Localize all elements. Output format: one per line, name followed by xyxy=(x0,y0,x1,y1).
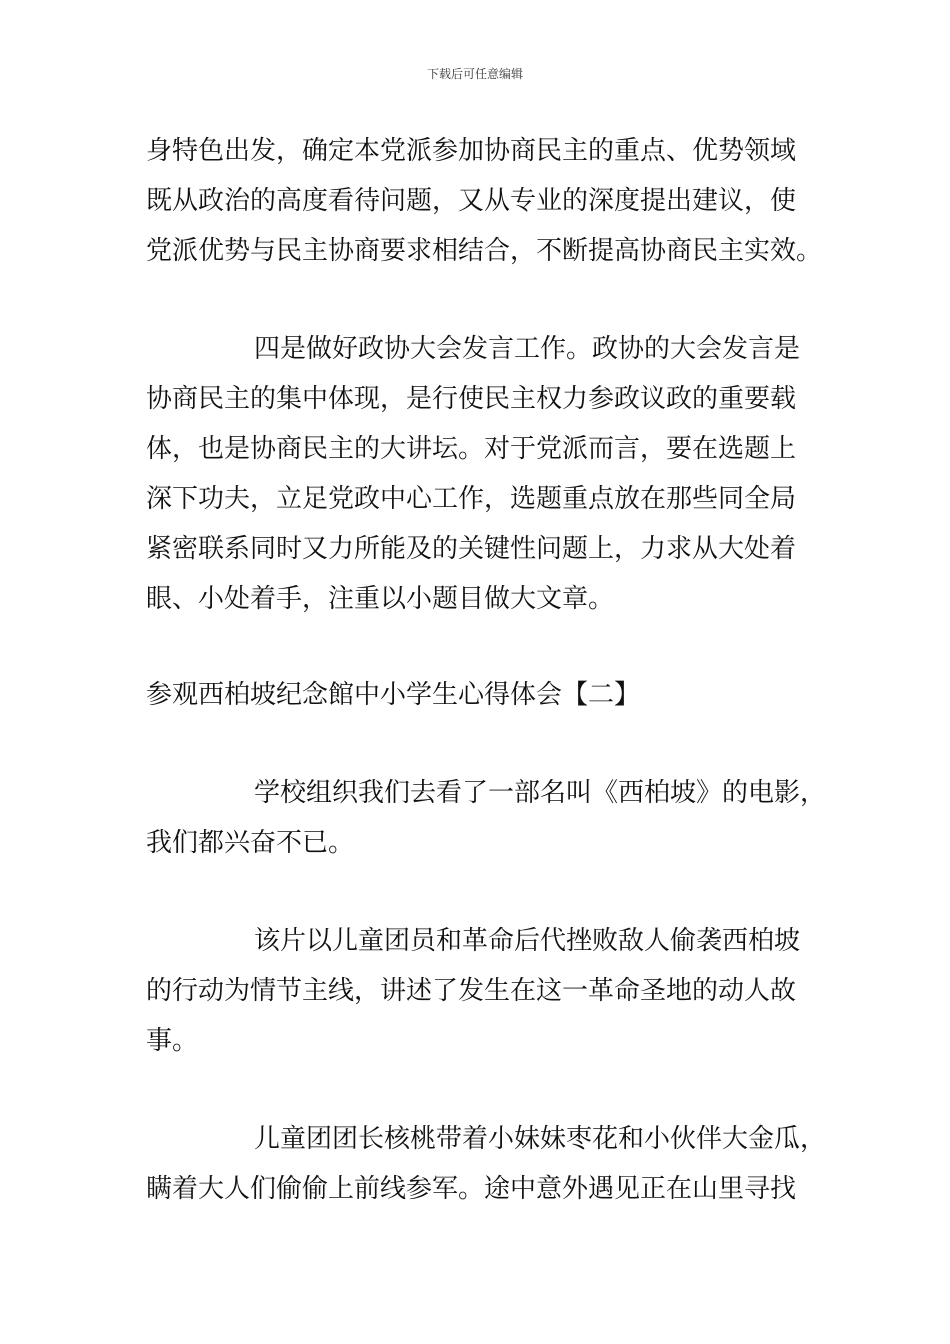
document-body xyxy=(146,126,827,1214)
text-line: 事。 xyxy=(146,1026,199,1056)
text-line: 深下功夫，立足党政中心工作，选题重点放在那些同全局 xyxy=(146,484,797,514)
paragraph-gap xyxy=(146,868,810,916)
text-line: 身特色出发，确定本党派参加协商民主的重点、优势领域 xyxy=(146,136,797,166)
text-line: 四是做好政协大会发言工作。政协的大会发言是 xyxy=(254,334,801,364)
text-line: 党派优势与民主协商要求相结合，不断提高协商民主实效。 xyxy=(146,236,823,266)
paragraph-gap xyxy=(146,1066,810,1114)
section-title xyxy=(146,670,810,720)
paragraph-story xyxy=(146,1114,827,1214)
text-line: 协商民主的集中体现，是行使民主权力参政议政的重要载 xyxy=(146,384,797,414)
text-line: 的行动为情节主线，讲述了发生在这一革命圣地的动人故 xyxy=(146,976,797,1006)
section-title-text: 参观西柏坡纪念館中小学生心得体会【二】 xyxy=(146,680,641,710)
text-line: 儿童团团长核桃带着小妹妹枣花和小伙伴大金瓜， xyxy=(254,1124,827,1154)
text-line: 体，也是协商民主的大讲坛。对于党派而言，要在选题上 xyxy=(146,434,797,464)
paragraph-gap xyxy=(146,624,810,670)
text-line: 紧密联系同时又力所能及的关键性问题上，力求从大处着 xyxy=(146,534,797,564)
text-line: 瞒着大人们偷偷上前线参军。途中意外遇见正在山里寻找 xyxy=(146,1174,797,1204)
paragraph-gap xyxy=(146,276,810,324)
text-line: 学校组织我们去看了一部名叫《西柏坡》的电影， xyxy=(254,778,827,808)
text-line: 我们都兴奋不已。 xyxy=(146,828,355,858)
text-line: 该片以儿童团员和革命后代挫败敌人偷袭西柏坡 xyxy=(254,926,801,956)
text-line: 既从政治的高度看待问题，又从专业的深度提出建议，使 xyxy=(146,186,797,216)
paragraph-movie-intro xyxy=(146,768,827,868)
text-line: 眼、小处着手，注重以小题目做大文章。 xyxy=(146,584,615,614)
paragraph-gap xyxy=(146,720,810,768)
paragraph-movie-plot xyxy=(146,916,810,1066)
page-header-note: 下载后可任意编辑 xyxy=(426,67,523,81)
paragraph-continuation xyxy=(146,126,823,276)
paragraph-item-four xyxy=(146,324,810,624)
